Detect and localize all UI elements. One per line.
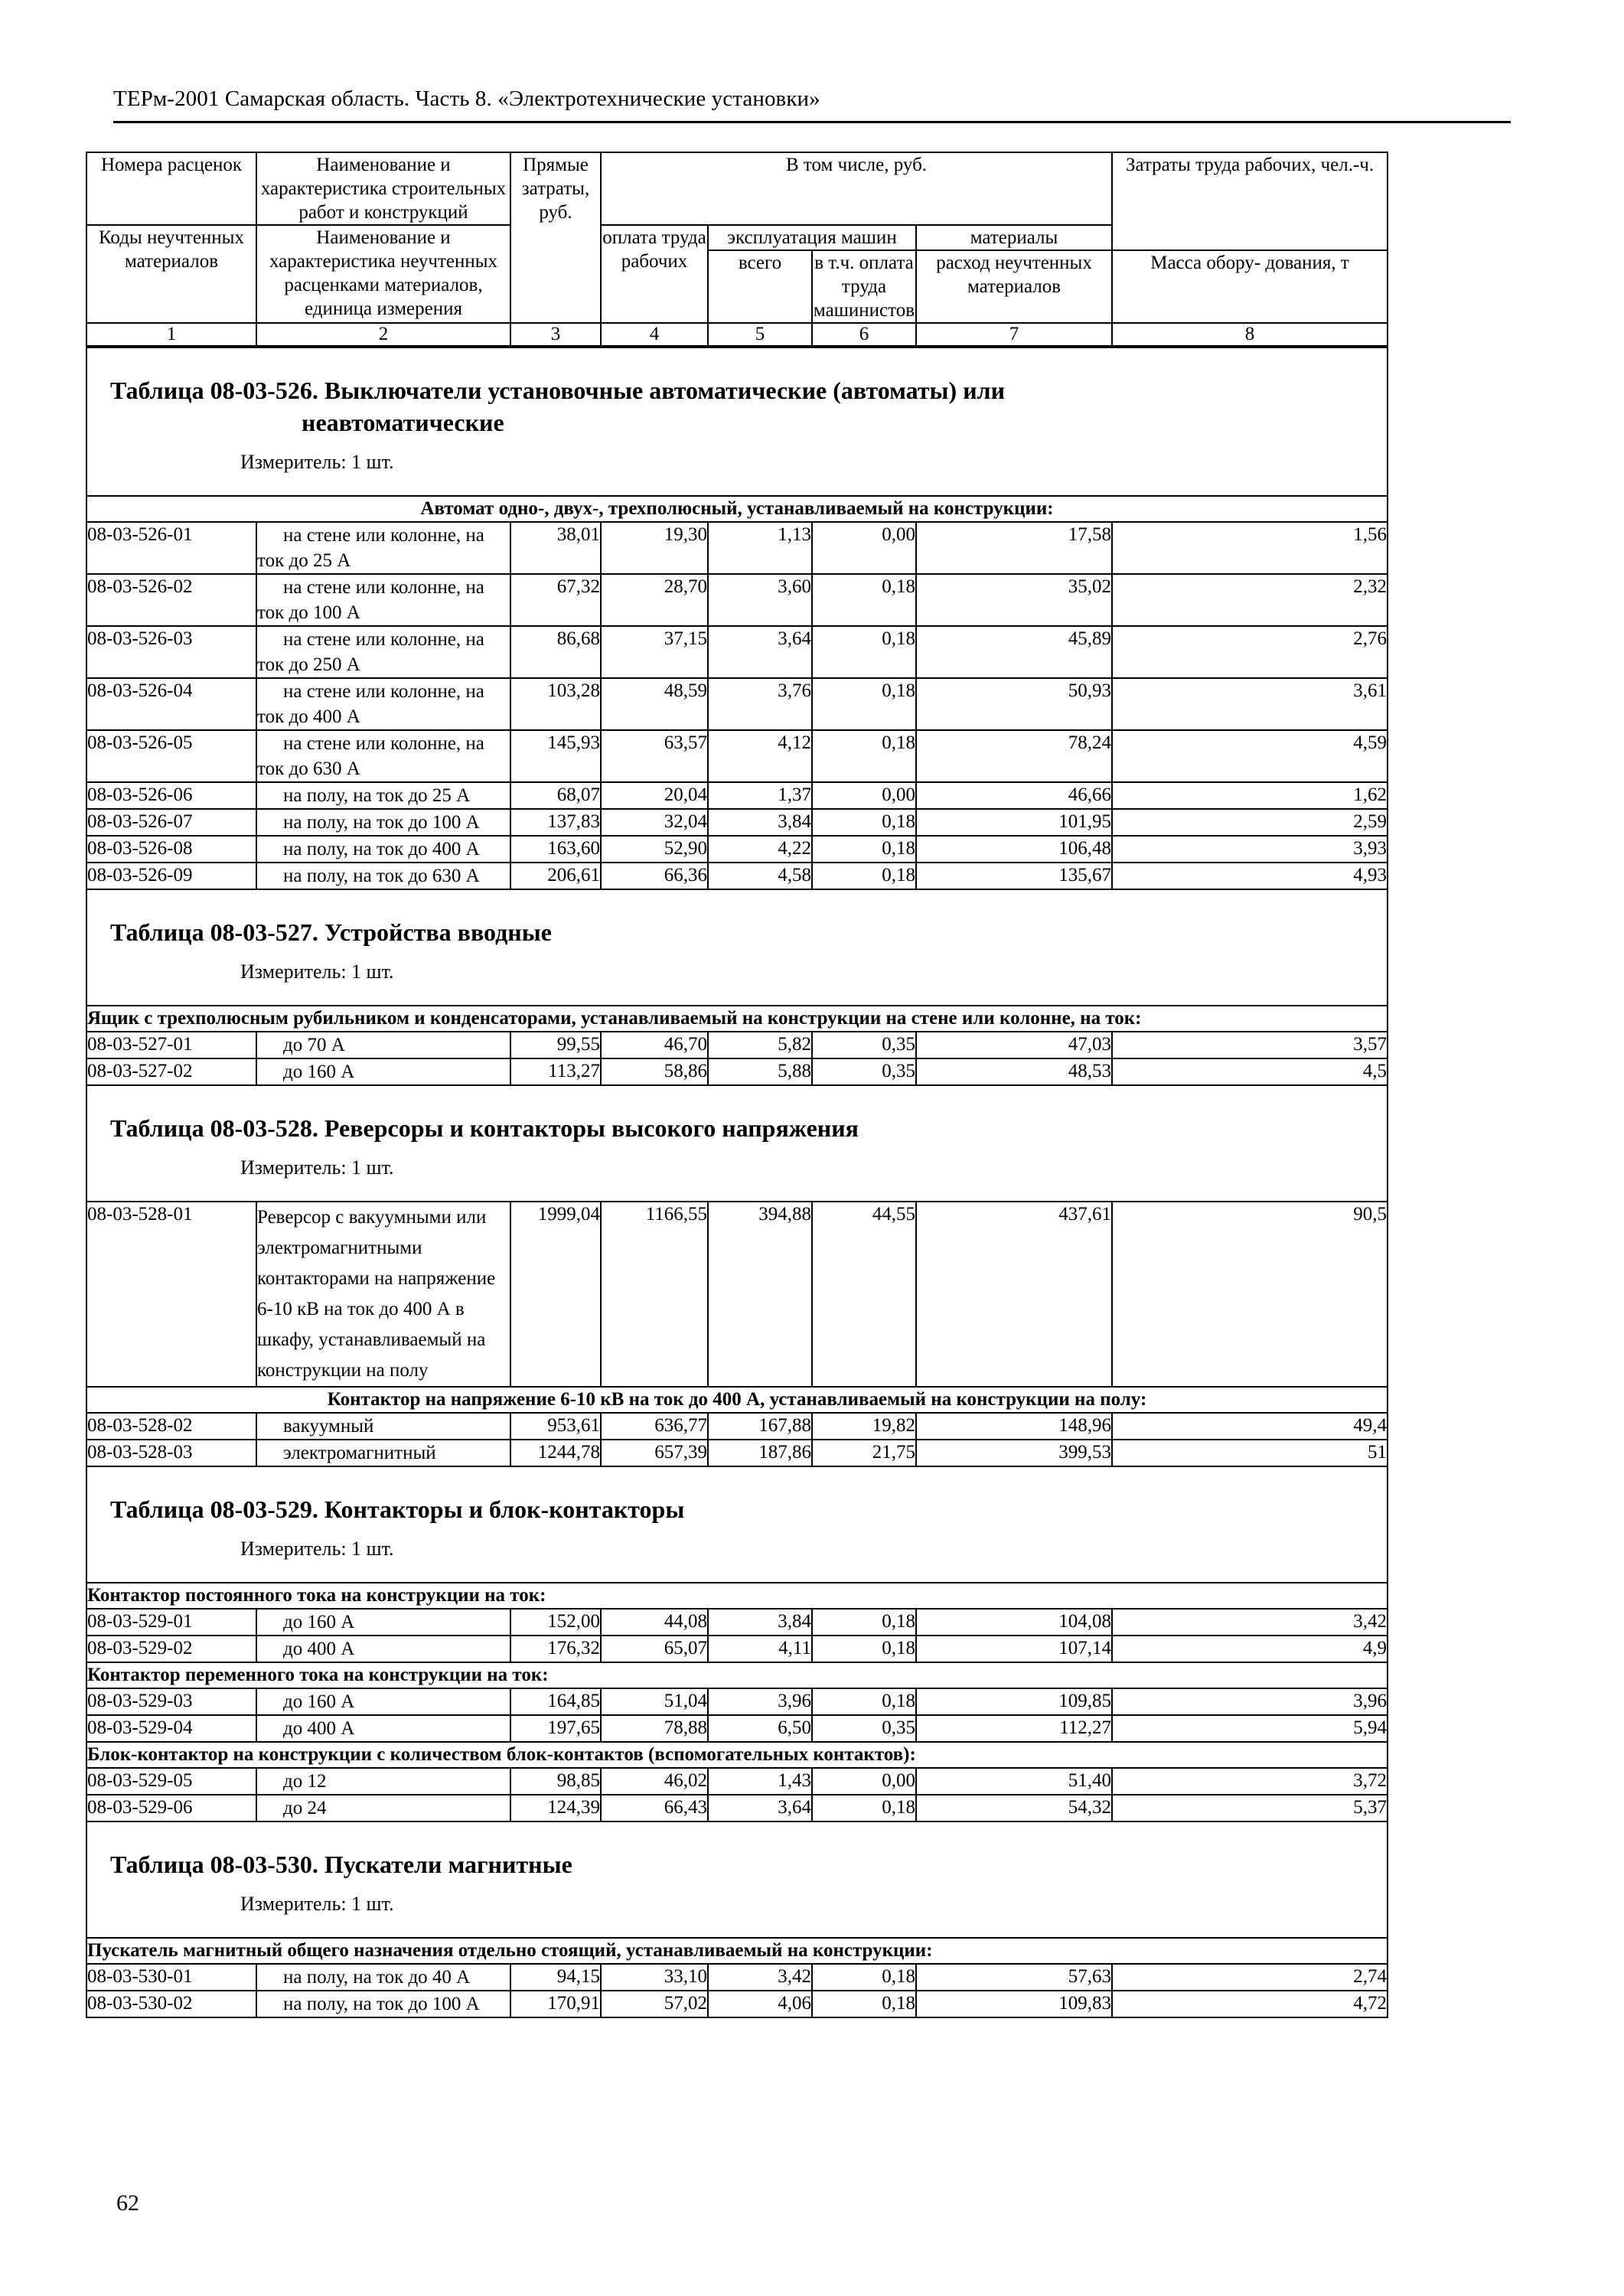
th-col5: всего: [708, 250, 812, 323]
rate-code: 08-03-526-06: [86, 782, 256, 809]
th-col7: расход неучтенных материалов: [916, 250, 1112, 323]
table-row: [86, 1032, 1388, 1058]
rate-code: 08-03-530-01: [86, 1964, 256, 1991]
rate-value-col3: 206,61: [510, 863, 601, 889]
rate-value-col4: 65,07: [601, 1636, 708, 1662]
rate-value-col6: 0,18: [812, 1688, 916, 1715]
th-col8-top: Затраты труда рабочих, чел.-ч.: [1112, 152, 1388, 250]
rate-description-text: электромагнитный: [283, 1443, 436, 1463]
table-section-header: [86, 347, 1388, 496]
rate-value-col4: 52,90: [601, 836, 708, 863]
rate-value-col7: 107,14: [916, 1636, 1112, 1662]
rate-value-col7: 112,27: [916, 1715, 1112, 1742]
rate-value-col3: 163,60: [510, 836, 601, 863]
rate-value-col4: 657,39: [601, 1440, 708, 1466]
rate-description-text: на стене или колонне, на ток до 630 А: [257, 733, 484, 779]
table-row: [86, 1964, 1388, 1991]
table-row: [86, 1688, 1388, 1715]
rate-value-col6: 0,18: [812, 1636, 916, 1662]
th-col3: Прямые затраты, руб.: [510, 152, 601, 323]
rate-code: 08-03-527-01: [86, 1032, 256, 1058]
rate-value-col7: 109,83: [916, 1991, 1112, 2017]
rate-code: 08-03-526-05: [86, 730, 256, 782]
table-row: [86, 1413, 1388, 1440]
rate-value-col5: 1,43: [708, 1768, 812, 1795]
rate-value-col6: 0,18: [812, 1964, 916, 1991]
rate-value-col5: 3,42: [708, 1964, 812, 1991]
header-rule: [113, 121, 1511, 123]
rate-description: [256, 522, 510, 574]
group-caption-row: [86, 1006, 1388, 1032]
table-row: [86, 836, 1388, 863]
rate-value-col7: 35,02: [916, 574, 1112, 626]
rate-value-col8: 1,56: [1112, 522, 1388, 574]
table-row: [86, 574, 1388, 626]
rate-value-col3: 99,55: [510, 1032, 601, 1058]
rate-description-text: на полу, на ток до 400 А: [283, 839, 480, 859]
rate-value-col4: 58,86: [601, 1058, 708, 1085]
rate-value-col7: 437,61: [916, 1202, 1112, 1387]
th-num-7: 7: [916, 323, 1112, 347]
table-row: [86, 1795, 1388, 1821]
rate-description-text: до 160 А: [283, 1062, 355, 1082]
th-col2-bottom: Наименование и характеристика неучтенных расценками материалов, единица измерения: [256, 225, 510, 323]
rate-description: [256, 730, 510, 782]
rate-value-col5: 1,13: [708, 522, 812, 574]
rate-value-col7: 78,24: [916, 730, 1112, 782]
rate-value-col7: 47,03: [916, 1032, 1112, 1058]
rate-code: 08-03-529-02: [86, 1636, 256, 1662]
rate-description: [256, 1715, 510, 1742]
rate-value-col8: 2,32: [1112, 574, 1388, 626]
table-section-header: [86, 1466, 1388, 1583]
rate-value-col7: 135,67: [916, 863, 1112, 889]
table-row: [86, 1440, 1388, 1466]
th-machines: эксплуатация машин: [708, 225, 916, 250]
table-row: [86, 863, 1388, 889]
rate-value-col6: 0,18: [812, 809, 916, 836]
rate-code: 08-03-529-03: [86, 1688, 256, 1715]
rate-value-col4: 63,57: [601, 730, 708, 782]
rate-value-col3: 1999,04: [510, 1202, 601, 1387]
section-measure: Измеритель: 1 шт.: [240, 960, 394, 983]
rate-description-text: на полу, на ток до 100 А: [283, 1994, 480, 2014]
rate-value-col5: 4,11: [708, 1636, 812, 1662]
th-num-1: 1: [86, 323, 256, 347]
group-caption-row: [86, 1387, 1388, 1413]
rate-value-col8: 3,42: [1112, 1609, 1388, 1636]
rate-description-text: на стене или колонне, на ток до 100 А: [257, 577, 484, 623]
rate-value-col5: 1,37: [708, 782, 812, 809]
section-title-cell: [86, 889, 1388, 1006]
rate-code: 08-03-526-08: [86, 836, 256, 863]
rate-description-text: до 70 А: [283, 1035, 345, 1055]
rate-description: [256, 574, 510, 626]
rate-value-col8: 2,59: [1112, 809, 1388, 836]
estimate-sheet: [86, 152, 1387, 2018]
rate-value-col5: 5,82: [708, 1032, 812, 1058]
rate-value-col8: 3,93: [1112, 836, 1388, 863]
rate-value-col8: 90,5: [1112, 1202, 1388, 1387]
th-col8-bottom: Масса обору- дования, т: [1112, 250, 1388, 323]
rate-value-col8: 1,62: [1112, 782, 1388, 809]
table-row: [86, 1636, 1388, 1662]
rate-description: [256, 1413, 510, 1440]
running-header: ТЕРм-2001 Самарская область. Часть 8. «Электротехнические установки»: [113, 86, 820, 111]
rate-value-col3: 94,15: [510, 1964, 601, 1991]
rate-value-col6: 0,18: [812, 678, 916, 730]
th-col1-bottom: Коды неучтенных материалов: [86, 225, 256, 323]
rate-value-col4: 46,02: [601, 1768, 708, 1795]
rate-value-col8: 3,61: [1112, 678, 1388, 730]
rate-value-col5: 3,84: [708, 1609, 812, 1636]
rate-description: [256, 1768, 510, 1795]
rate-value-col6: 0,18: [812, 836, 916, 863]
group-caption: Контактор переменного тока на конструкции на ток:: [86, 1662, 1388, 1688]
rate-code: 08-03-529-05: [86, 1768, 256, 1795]
table-row: [86, 1202, 1388, 1387]
rate-value-col6: 19,82: [812, 1413, 916, 1440]
rate-code: 08-03-526-01: [86, 522, 256, 574]
rate-value-col4: 636,77: [601, 1413, 708, 1440]
rate-value-col7: 17,58: [916, 522, 1112, 574]
rate-value-col7: 57,63: [916, 1964, 1112, 1991]
rate-description: [256, 1032, 510, 1058]
section-title: Таблица 08-03-530. Пускатели магнитные: [110, 1851, 572, 1878]
group-caption-row: [86, 1938, 1388, 1964]
rate-description-text: до 24: [283, 1798, 327, 1818]
rate-value-col4: 33,10: [601, 1964, 708, 1991]
rate-value-col8: 2,74: [1112, 1964, 1388, 1991]
group-caption-row: [86, 1742, 1388, 1768]
rate-value-col4: 44,08: [601, 1609, 708, 1636]
rate-value-col3: 137,83: [510, 809, 601, 836]
rate-value-col8: 5,37: [1112, 1795, 1388, 1821]
section-measure: Измеритель: 1 шт.: [240, 1538, 394, 1560]
rate-value-col4: 20,04: [601, 782, 708, 809]
th-materials: материалы: [916, 225, 1112, 250]
rate-value-col3: 145,93: [510, 730, 601, 782]
rate-description-text: до 12: [283, 1771, 327, 1792]
table-row: [86, 1609, 1388, 1636]
rate-code: 08-03-528-01: [86, 1202, 256, 1387]
page-number: 62: [116, 2190, 139, 2216]
rate-value-col7: 109,85: [916, 1688, 1112, 1715]
rate-description-text: до 400 А: [283, 1718, 355, 1739]
rate-value-col8: 4,59: [1112, 730, 1388, 782]
group-caption: Блок-контактор на конструкции с количеством блок-контактов (вспомогательных контактов):: [86, 1742, 1388, 1768]
rate-description-text: на стене или колонне, на ток до 250 А: [257, 629, 484, 675]
rate-value-col5: 3,84: [708, 809, 812, 836]
section-measure: Измеритель: 1 шт.: [240, 451, 394, 473]
rate-value-col7: 104,08: [916, 1609, 1112, 1636]
rate-value-col5: 187,86: [708, 1440, 812, 1466]
rate-value-col4: 28,70: [601, 574, 708, 626]
th-group-included: В том числе, руб.: [601, 152, 1112, 225]
rate-value-col3: 152,00: [510, 1609, 601, 1636]
rate-value-col6: 0,18: [812, 626, 916, 678]
rate-value-col6: 0,35: [812, 1058, 916, 1085]
rate-value-col3: 124,39: [510, 1795, 601, 1821]
rate-value-col5: 4,22: [708, 836, 812, 863]
th-col4: оплата труда рабочих: [601, 225, 708, 323]
group-caption-row: [86, 1583, 1388, 1609]
rate-description-text: на полу, на ток до 100 А: [283, 812, 480, 833]
table-section-header: [86, 889, 1388, 1006]
rate-value-col8: 3,72: [1112, 1768, 1388, 1795]
section-title-line2: неавтоматические: [302, 409, 504, 436]
rate-value-col7: 51,40: [916, 1768, 1112, 1795]
rate-value-col3: 113,27: [510, 1058, 601, 1085]
rate-code: 08-03-526-03: [86, 626, 256, 678]
rate-value-col6: 0,18: [812, 574, 916, 626]
rate-description: [256, 782, 510, 809]
rate-value-col4: 48,59: [601, 678, 708, 730]
rate-value-col6: 44,55: [812, 1202, 916, 1387]
group-caption-row: [86, 496, 1388, 522]
th-num-5: 5: [708, 323, 812, 347]
rate-value-col5: 167,88: [708, 1413, 812, 1440]
table-row: [86, 1768, 1388, 1795]
rate-value-col8: 4,9: [1112, 1636, 1388, 1662]
rate-description: [256, 809, 510, 836]
section-title-cell: [86, 1085, 1388, 1202]
rate-value-col4: 32,04: [601, 809, 708, 836]
rate-value-col7: 106,48: [916, 836, 1112, 863]
rate-description-text: на полу, на ток до 25 А: [283, 785, 471, 806]
rate-description: [256, 1058, 510, 1085]
rate-value-col8: 4,93: [1112, 863, 1388, 889]
th-num-2: 2: [256, 323, 510, 347]
rate-code: 08-03-529-01: [86, 1609, 256, 1636]
table-row: [86, 730, 1388, 782]
rate-value-col6: 0,00: [812, 782, 916, 809]
rate-code: 08-03-526-07: [86, 809, 256, 836]
rate-code: 08-03-528-02: [86, 1413, 256, 1440]
rate-value-col3: 38,01: [510, 522, 601, 574]
table-body: [86, 347, 1388, 2017]
rate-description-text: до 160 А: [283, 1612, 355, 1632]
table-row: [86, 1058, 1388, 1085]
rate-value-col4: 57,02: [601, 1991, 708, 2017]
rate-value-col4: 78,88: [601, 1715, 708, 1742]
rate-code: 08-03-527-02: [86, 1058, 256, 1085]
table-header-block: [86, 152, 1388, 347]
rate-code: 08-03-529-06: [86, 1795, 256, 1821]
rate-value-col4: 66,36: [601, 863, 708, 889]
th-num-3: 3: [510, 323, 601, 347]
rate-value-col7: 148,96: [916, 1413, 1112, 1440]
table-row: [86, 678, 1388, 730]
rate-value-col4: 51,04: [601, 1688, 708, 1715]
rate-value-col6: 0,35: [812, 1715, 916, 1742]
th-num-8: 8: [1112, 323, 1388, 347]
rate-value-col3: 164,85: [510, 1688, 601, 1715]
rate-value-col3: 67,32: [510, 574, 601, 626]
th-col2-top: Наименование и характеристика строительных работ и конструкций: [256, 152, 510, 225]
section-title-cell: [86, 1466, 1388, 1583]
rate-description: [256, 1609, 510, 1636]
rate-value-col5: 3,64: [708, 1795, 812, 1821]
rate-value-col3: 103,28: [510, 678, 601, 730]
rate-description: [256, 1440, 510, 1466]
rate-value-col8: 4,72: [1112, 1991, 1388, 2017]
rate-value-col6: 21,75: [812, 1440, 916, 1466]
rate-value-col3: 1244,78: [510, 1440, 601, 1466]
rate-value-col5: 4,58: [708, 863, 812, 889]
group-caption: Пускатель магнитный общего назначения отдельно стоящий, устанавливаемый на конструкции:: [86, 1938, 1388, 1964]
rate-value-col5: 4,06: [708, 1991, 812, 2017]
rate-value-col6: 0,00: [812, 522, 916, 574]
rate-description: [256, 626, 510, 678]
rate-value-col4: 37,15: [601, 626, 708, 678]
rate-value-col8: 2,76: [1112, 626, 1388, 678]
rate-value-col3: 170,91: [510, 1991, 601, 2017]
rate-value-col7: 45,89: [916, 626, 1112, 678]
rate-description: [256, 863, 510, 889]
rate-value-col6: 0,18: [812, 1795, 916, 1821]
rate-value-col4: 19,30: [601, 522, 708, 574]
rate-value-col5: 4,12: [708, 730, 812, 782]
th-col1-top: Номера расценок: [86, 152, 256, 225]
section-title: Таблица 08-03-527. Устройства вводные: [110, 918, 552, 946]
rate-code: 08-03-528-03: [86, 1440, 256, 1466]
rate-description-text: на стене или колонне, на ток до 25 А: [257, 525, 484, 571]
rate-value-col5: 394,88: [708, 1202, 812, 1387]
rate-description-text: до 400 А: [283, 1639, 355, 1659]
rate-code: 08-03-530-02: [86, 1991, 256, 2017]
rate-value-col7: 399,53: [916, 1440, 1112, 1466]
rate-value-col5: 3,60: [708, 574, 812, 626]
rate-value-col3: 197,65: [510, 1715, 601, 1742]
rate-description: [256, 836, 510, 863]
th-num-6: 6: [812, 323, 916, 347]
rate-value-col3: 86,68: [510, 626, 601, 678]
table-row: [86, 809, 1388, 836]
rate-value-col8: 4,5: [1112, 1058, 1388, 1085]
rate-value-col7: 101,95: [916, 809, 1112, 836]
rate-code: 08-03-529-04: [86, 1715, 256, 1742]
rate-value-col6: 0,18: [812, 730, 916, 782]
rate-value-col4: 66,43: [601, 1795, 708, 1821]
rate-description: [256, 1688, 510, 1715]
section-measure: Измеритель: 1 шт.: [240, 1156, 394, 1179]
rate-value-col8: 3,96: [1112, 1688, 1388, 1715]
rate-value-col8: 49,4: [1112, 1413, 1388, 1440]
rate-code: 08-03-526-04: [86, 678, 256, 730]
rate-value-col7: 48,53: [916, 1058, 1112, 1085]
rate-value-col5: 3,64: [708, 626, 812, 678]
rate-description: Реверсор с вакуумными или электромагнитными контакторами на напряжение 6-10 кВ на ток до 400 А в шкафу, устанавливаемый на конструкции на полу: [256, 1202, 510, 1387]
rate-value-col8: 51: [1112, 1440, 1388, 1466]
rate-code: 08-03-526-02: [86, 574, 256, 626]
rate-value-col5: 5,88: [708, 1058, 812, 1085]
group-caption: Контактор на напряжение 6-10 кВ на ток до 400 А, устанавливаемый на конструкции на полу:: [86, 1387, 1388, 1413]
rate-description-text: на полу, на ток до 40 А: [283, 1967, 471, 1988]
header-row-1: [86, 152, 1388, 225]
table-section-header: [86, 1085, 1388, 1202]
rate-value-col6: 0,18: [812, 863, 916, 889]
rate-value-col7: 50,93: [916, 678, 1112, 730]
rate-description-text: на полу, на ток до 630 А: [283, 866, 480, 886]
table-row: [86, 1991, 1388, 2017]
table-row: [86, 522, 1388, 574]
section-title-cell: [86, 1821, 1388, 1938]
rate-value-col5: 3,76: [708, 678, 812, 730]
section-title-cell: [86, 347, 1388, 496]
rate-description-text: вакуумный: [283, 1416, 374, 1437]
rate-table: [86, 152, 1388, 2018]
section-title: Таблица 08-03-529. Контакторы и блок-контакторы: [110, 1495, 685, 1523]
rate-code: 08-03-526-09: [86, 863, 256, 889]
rate-value-col3: 176,32: [510, 1636, 601, 1662]
rate-value-col3: 98,85: [510, 1768, 601, 1795]
group-caption: Автомат одно-, двух-, трехполюсный, устанавливаемый на конструкции:: [86, 496, 1388, 522]
group-caption-row: [86, 1662, 1388, 1688]
rate-value-col4: 1166,55: [601, 1202, 708, 1387]
section-title: Таблица 08-03-528. Реверсоры и контакторы высокого напряжения: [110, 1114, 859, 1142]
rate-value-col6: 0,18: [812, 1991, 916, 2017]
rate-description: [256, 1964, 510, 1991]
th-num-4: 4: [601, 323, 708, 347]
rate-value-col6: 0,35: [812, 1032, 916, 1058]
table-row: [86, 1715, 1388, 1742]
rate-value-col8: 3,57: [1112, 1032, 1388, 1058]
rate-description: [256, 1636, 510, 1662]
th-col6: в т.ч. оплата труда машинистов: [812, 250, 916, 323]
rate-value-col6: 0,18: [812, 1609, 916, 1636]
rate-value-col8: 5,94: [1112, 1715, 1388, 1742]
table-section-header: [86, 1821, 1388, 1938]
rate-description: [256, 678, 510, 730]
rate-value-col4: 46,70: [601, 1032, 708, 1058]
group-caption: Ящик с трехполюсным рубильником и конденсаторами, устанавливаемый на конструкции на стене или колонне, на ток:: [86, 1006, 1388, 1032]
section-title: Таблица 08-03-526. Выключатели установочные автоматические (автоматы) или неавтоматические: [87, 348, 1387, 439]
rate-value-col7: 54,32: [916, 1795, 1112, 1821]
rate-description-text: на стене или колонне, на ток до 400 А: [257, 681, 484, 727]
table-row: [86, 782, 1388, 809]
group-caption: Контактор постоянного тока на конструкции на ток:: [86, 1583, 1388, 1609]
header-row-numbers: [86, 323, 1388, 347]
rate-description: [256, 1795, 510, 1821]
table-row: [86, 626, 1388, 678]
rate-value-col7: 46,66: [916, 782, 1112, 809]
rate-value-col3: 953,61: [510, 1413, 601, 1440]
rate-value-col5: 6,50: [708, 1715, 812, 1742]
section-measure: Измеритель: 1 шт.: [240, 1893, 394, 1915]
rate-value-col6: 0,00: [812, 1768, 916, 1795]
rate-value-col5: 3,96: [708, 1688, 812, 1715]
rate-description-text: до 160 А: [283, 1691, 355, 1712]
rate-description: [256, 1991, 510, 2017]
rate-value-col3: 68,07: [510, 782, 601, 809]
